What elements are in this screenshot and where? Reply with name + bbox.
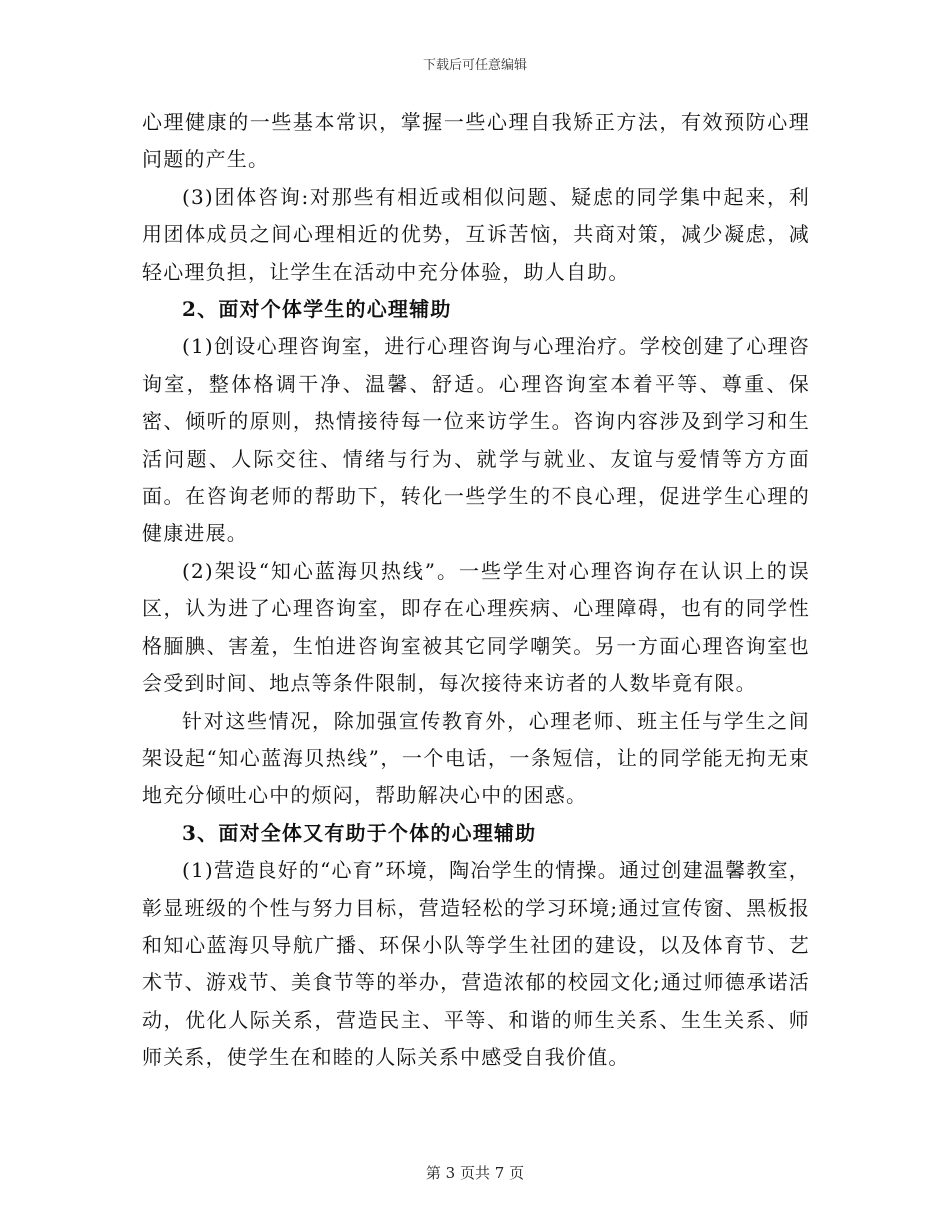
paragraph-continued: 心理健康的一些基本常识，掌握一些心理自我矫正方法，有效预防心理问题的产生。 (142, 110, 810, 172)
page-number: 第 3 页共 7 页 (425, 1164, 525, 1182)
paragraph-hotline: (2)架设“知心蓝海贝热线”。一些学生对心理咨询存在认识上的误区，认为进了心理咨询室，即存在心理疾病、心理障碍，也有的同学性格腼腆、害羞，生怕进咨询室被其它同学嘲笑。另一方面心理咨询室也会受到时间、地点等条件限制，每次接待来访者的人数毕竟有限。 (142, 558, 810, 696)
section-heading-collective: 3、面对全体又有助于个体的心理辅助 (182, 820, 537, 845)
document-body (142, 104, 810, 1077)
page-header-note: 下载后可任意编辑 (422, 58, 527, 73)
paragraph-group-counseling: (3)团体咨询:对那些有相近或相似问题、疑虑的同学集中起来，利用团体成员之间心理相近的优势，互诉苦恼，共商对策，减少凝虑，减轻心理负担，让学生在活动中充分体验，助人自助。 (142, 184, 810, 284)
paragraph-hotline-measures: 针对这些情况，除加强宣传教育外，心理老师、班主任与学生之间架设起“知心蓝海贝热线”，一个电话，一条短信，让的同学能无拘无束地充分倾吐心中的烦闷，帮助解决心中的困惑。 (142, 708, 810, 808)
paragraph-environment: (1)营造良好的“心育”环境，陶冶学生的情操。通过创建温馨教室，彰显班级的个性与努力目标，营造轻松的学习环境;通过宣传窗、黑板报和知心蓝海贝导航广播、环保小队等学生社团的建设，以及体育节、艺术节、游戏节、美食节等的举办，营造浓郁的校园文化;通过师德承诺活动，优化人际关系，营造民主、平等、和谐的师生关系、生生关系、师师关系，使学生在和睦的人际关系中感受自我价值。 (142, 858, 810, 1070)
section-heading-individual: 2、面对个体学生的心理辅助 (182, 297, 452, 322)
paragraph-counseling-room: (1)创设心理咨询室，进行心理咨询与心理治疗。学校创建了心理咨询室，整体格调干净、温馨、舒适。心理咨询室本着平等、尊重、保密、倾听的原则，热情接待每一位来访学生。咨询内容涉及到学习和生活问题、人际交往、情绪与行为、就学与就业、友谊与爱情等方方面面。在咨询老师的帮助下，转化一些学生的不良心理，促进学生心理的健康进展。 (142, 334, 810, 546)
